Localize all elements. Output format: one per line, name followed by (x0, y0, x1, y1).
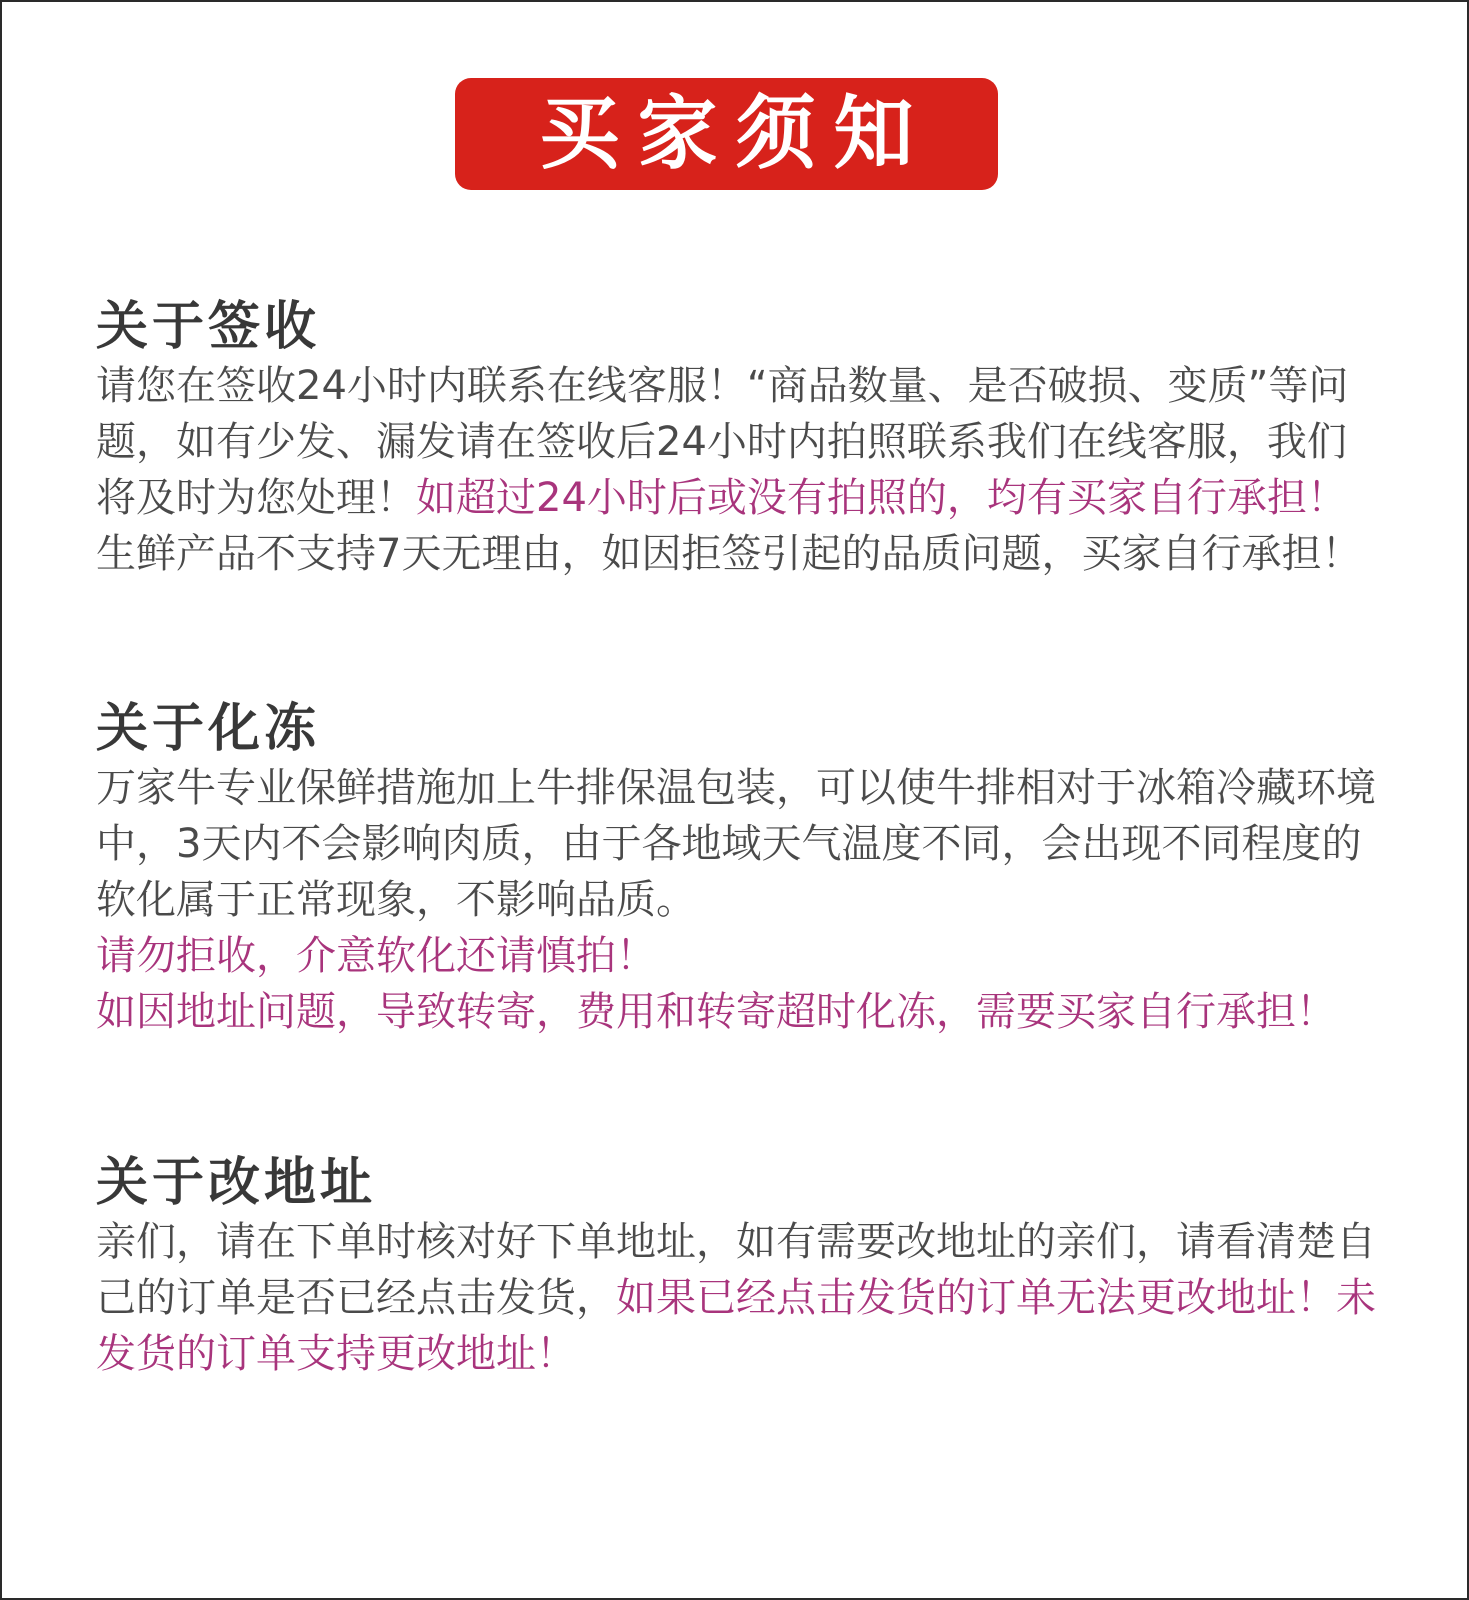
highlight-text: 如超过24小时后或没有拍照的，均有买家自行承担！ (416, 475, 1347, 521)
section-thawing (96, 698, 1376, 1040)
section-signing (96, 296, 1376, 582)
section-body (96, 1214, 1376, 1382)
banner-title: 买家须知 (539, 87, 932, 180)
section-heading: 关于改地址 (96, 1153, 377, 1213)
section-body (96, 760, 1376, 1040)
section-body (96, 358, 1376, 582)
highlight-text: 请勿拒收，介意软化还请慎拍！ (96, 933, 656, 979)
section-address-change (96, 1152, 1376, 1382)
section-heading: 关于化冻 (96, 699, 321, 759)
body-text: 生鲜产品不支持7天无理由，如因拒签引起的品质问题，买家自行承担！ (96, 531, 1362, 577)
body-text: 万家牛专业保鲜措施加上牛排保温包装，可以使牛排相对于冰箱冷藏环境中，3天内不会影响肉质，由于各地域天气温度不同，会出现不同程度的软化属于正常现象，不影响品质。 (96, 765, 1376, 923)
title-banner (455, 78, 998, 190)
highlight-text: 如果已经点击发货的订单无法更改地址！未发货的订单支持更改地址！ (96, 1275, 1376, 1377)
section-heading: 关于签收 (96, 297, 321, 357)
body-text: 请您在签收24小时内联系在线客服！“商品数量、是否破损、变质”等问题，如有少发、漏发请在签收后24小时内拍照联系我们在线客服，我们将及时为您处理！ (96, 363, 1349, 521)
highlight-text: 如因地址问题，导致转寄，费用和转寄超时化冻，需要买家自行承担！ (96, 989, 1336, 1035)
body-text: 亲们，请在下单时核对好下单地址，如有需要改地址的亲们，请看清楚自己的订单是否已经点击发货， (96, 1219, 1376, 1321)
